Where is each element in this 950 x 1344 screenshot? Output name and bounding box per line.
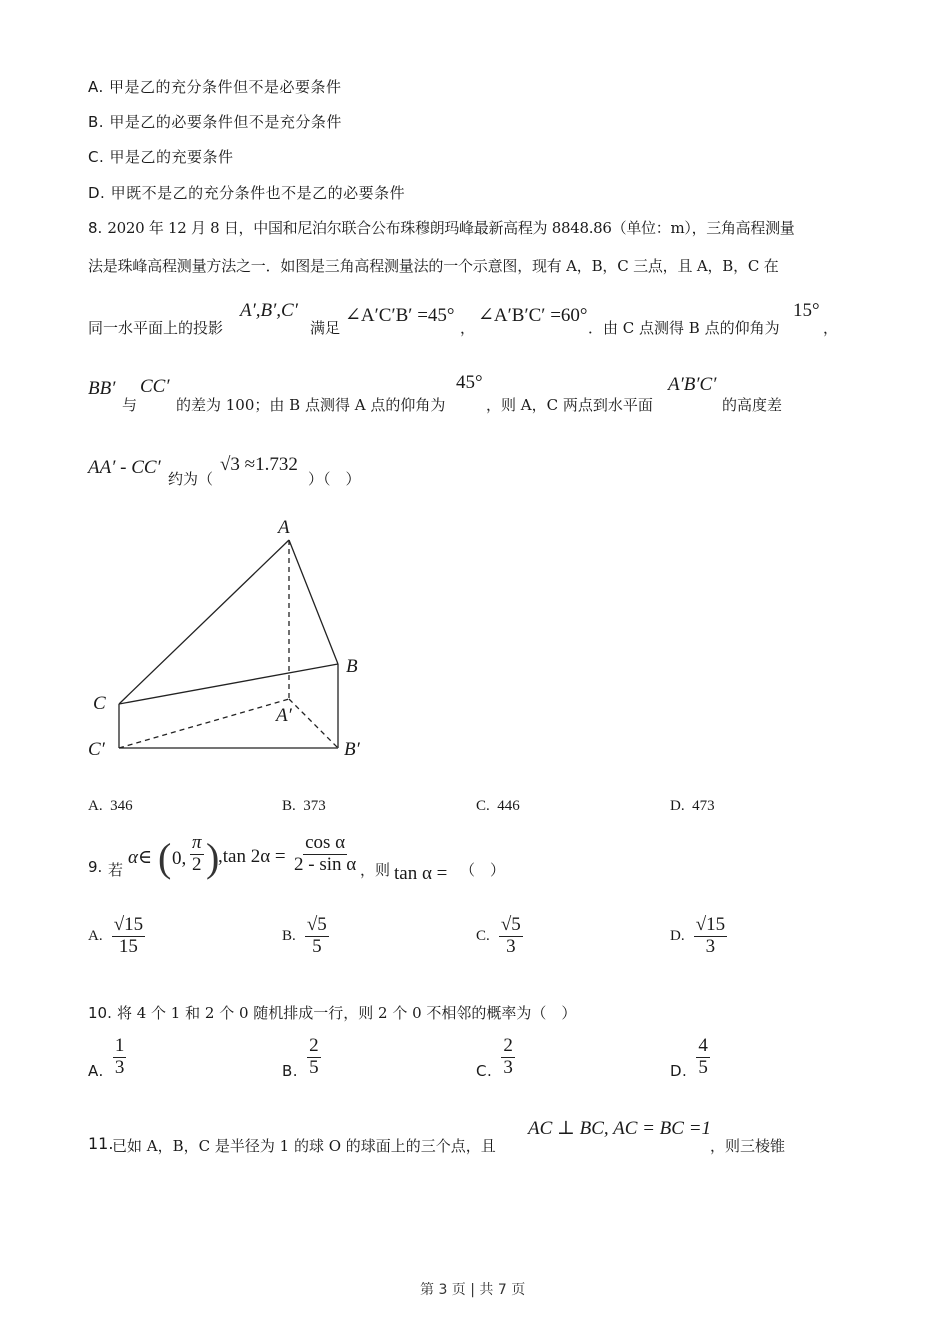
q10-stem	[88, 1002, 576, 1023]
option-label: A.	[88, 798, 103, 814]
option-text: 甲既不是乙的充分条件也不是乙的必要条件	[110, 184, 406, 202]
q9-option-b	[282, 915, 329, 958]
option-value: 473	[692, 798, 715, 814]
option-label: D.	[670, 927, 685, 944]
text-fragment: 的差为 100；由 B 点测得 A 点的仰角为	[176, 396, 446, 414]
text-fragment: ，则 A，C 两点到水平面	[486, 396, 653, 414]
math-sqrt3: √3 ≈1.732	[220, 454, 298, 475]
option-fraction	[307, 1036, 321, 1079]
option-label: D.	[670, 1061, 688, 1080]
denominator: 2	[192, 853, 202, 875]
numerator: √15	[113, 914, 144, 935]
denominator: 5	[312, 935, 322, 957]
option-label: D.	[670, 798, 685, 814]
q9-option-c	[476, 915, 523, 958]
math-pi-over-2	[190, 833, 204, 876]
math-alpha-in: α∈	[128, 847, 153, 868]
q9-option-d	[670, 915, 727, 958]
math-condition: AC ⊥ BC, AC = BC =1	[528, 1118, 712, 1139]
label-a: A	[278, 517, 290, 538]
q10-option-a	[88, 1036, 126, 1080]
option-label: C.	[476, 798, 490, 814]
numerator: 2	[309, 1035, 319, 1056]
numerator: √5	[306, 914, 327, 935]
math-interval-left: 0,	[172, 848, 187, 869]
math-angle-2: ∠A′B′C′ =60°	[478, 305, 588, 326]
text-fragment: 与	[122, 396, 138, 414]
label-c: C	[93, 693, 106, 714]
math-tan2alpha: ,tan 2α =	[218, 846, 286, 867]
option-label: A.	[88, 1061, 104, 1080]
numerator: √5	[500, 914, 521, 935]
option-fraction	[113, 1036, 127, 1079]
denominator: 5	[309, 1056, 319, 1078]
text-fragment: 的高度差	[722, 396, 783, 414]
option-fraction	[499, 915, 523, 958]
option-label: C.	[476, 927, 490, 944]
text-fragment: 约为（	[168, 470, 214, 488]
q8-option-c	[476, 798, 520, 815]
math-fraction	[292, 833, 358, 876]
option-label: B.	[282, 798, 296, 814]
question-text: 2020 年 12 月 8 日，中国和尼泊尔联合公布珠穆朗玛峰最新高程为 8848.86（单位：m），三角高程测量	[107, 219, 795, 237]
option-label: B.	[282, 1061, 299, 1080]
q8-line-2: 法是珠峰高程测量方法之一．如图是三角高程测量法的一个示意图，现有 A，B，C 三点，且 A，B，C 在	[88, 257, 779, 275]
left-paren: (	[158, 835, 172, 880]
option-text: 甲是乙的必要条件但不是充分条件	[109, 113, 342, 131]
q11-stem	[88, 1116, 848, 1156]
numerator: 4	[698, 1035, 708, 1056]
text-fragment: 同一水平面上的投影	[88, 319, 224, 337]
denominator: 5	[698, 1056, 708, 1078]
numerator: π	[192, 832, 202, 853]
text-fragment: ，	[460, 319, 476, 337]
option-fraction	[501, 1036, 515, 1079]
q10-option-b	[282, 1036, 321, 1080]
question-text: 已如 A，B，C 是半径为 1 的球 O 的球面上的三个点，且	[112, 1137, 496, 1155]
option-label: C.	[476, 1061, 493, 1080]
answer-paren: ）（ ）	[308, 470, 361, 488]
denominator: 3	[503, 1056, 513, 1078]
denominator: 3	[506, 935, 516, 957]
label-b: B	[346, 656, 358, 677]
label-b-prime: B′	[344, 739, 360, 760]
option-fraction	[696, 1036, 710, 1079]
option-value: 446	[497, 798, 520, 814]
option-label: A.	[88, 927, 103, 944]
page-footer: 第 3 页 | 共 7 页	[420, 1282, 526, 1298]
answer-paren: （ ）	[460, 861, 506, 879]
option-value: 373	[303, 798, 326, 814]
q10-option-c	[476, 1036, 515, 1080]
question-text: ，则三棱锥	[710, 1137, 786, 1155]
q10-option-d	[670, 1036, 710, 1080]
option-text: 甲是乙的充分条件但不是必要条件	[109, 78, 342, 96]
question-number: 11.	[88, 1134, 114, 1153]
denominator: 3	[705, 935, 716, 957]
text-fragment: ，	[823, 319, 839, 337]
option-fraction	[112, 915, 145, 958]
option-text: 甲是乙的充要条件	[109, 148, 234, 166]
question-number: 10.	[88, 1004, 112, 1022]
math-height-diff: AA′ - CC′	[88, 457, 161, 478]
text-fragment: ，则	[360, 861, 391, 879]
right-paren: )	[206, 835, 220, 880]
option-value: 346	[110, 798, 133, 814]
math-tan-alpha: tan α =	[394, 863, 448, 884]
option-label: B.	[282, 927, 296, 944]
q8-option-a	[88, 798, 133, 815]
math-angle-45: 45°	[456, 372, 483, 393]
math-projection-points: A′,B′,C′	[240, 300, 298, 321]
math-angle-15: 15°	[793, 300, 820, 321]
math-angle-1: ∠A′C′B′ =45°	[345, 305, 455, 326]
math-bb: BB′	[88, 378, 116, 399]
numerator: cos α	[305, 832, 346, 853]
label-c-prime: C′	[88, 739, 105, 760]
option-fraction	[305, 915, 329, 958]
question-number: 8.	[88, 219, 103, 237]
q9-stem	[88, 832, 528, 888]
option-label: A.	[88, 78, 104, 96]
denominator: 2 - sin α	[294, 853, 357, 875]
option-label: B.	[88, 113, 105, 131]
numerator: 2	[503, 1035, 513, 1056]
math-plane: A′B′C′	[668, 374, 717, 395]
option-label: C.	[88, 148, 105, 166]
text-fragment: 若	[108, 861, 124, 879]
denominator: 3	[114, 1056, 125, 1078]
q8-option-d	[670, 798, 715, 815]
q9-option-a	[88, 915, 145, 958]
question-text: 将 4 个 1 和 2 个 0 随机排成一行，则 2 个 0 不相邻的概率为（ ）	[116, 1004, 577, 1022]
option-fraction	[694, 915, 727, 958]
text-fragment: 满足	[310, 319, 341, 337]
text-fragment: ．由 C 点测得 B 点的仰角为	[588, 319, 780, 337]
denominator: 15	[118, 935, 138, 957]
option-label: D.	[88, 184, 106, 202]
label-a-prime: A′	[276, 705, 292, 726]
math-cc: CC′	[140, 376, 170, 397]
q8-option-b	[282, 798, 326, 815]
question-number: 9.	[88, 858, 103, 876]
numerator: 1	[114, 1035, 125, 1056]
numerator: √15	[695, 914, 726, 935]
